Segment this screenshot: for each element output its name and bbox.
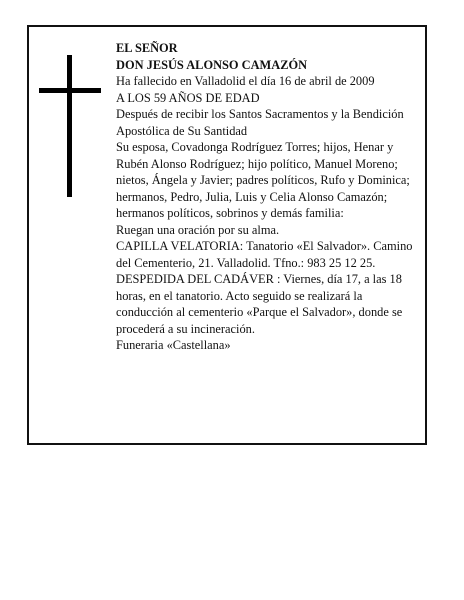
funeral-home: Funeraria «Castellana»: [116, 338, 231, 352]
obituary-title: EL SEÑOR: [116, 41, 178, 55]
family-list: Su esposa, Covadonga Rodríguez Torres; hijos, Henar y Rubén Alonso Rodríguez; hijo político, Manuel Moreno; nietos, Ángela y Javier; padres políticos, Rufo y Dominica; hermanos, Pedro, Julia, Luis y Celia Alonso Camazón; hermanos políticos, sobrinos y demás familia:: [116, 140, 410, 220]
sacraments-line: Después de recibir los Santos Sacramentos y la Bendición Apostólica de Su Santidad: [116, 107, 404, 138]
obituary-text: [116, 40, 422, 354]
cross-icon: [39, 55, 101, 197]
chapel-info: CAPILLA VELATORIA: Tanatorio «El Salvador». Camino del Cementerio, 21. Valladolid. Tfno.: 983 25 12 25.: [116, 239, 413, 270]
death-notice: Ha fallecido en Valladolid el día 16 de abril de 2009: [116, 74, 375, 88]
age-line: A LOS 59 AÑOS DE EDAD: [116, 90, 260, 105]
obituary-frame: [27, 25, 427, 445]
prayer-line: Ruegan una oración por su alma.: [116, 222, 280, 237]
farewell-info: DESPEDIDA DEL CADÁVER : Viernes, día 17, a las 18 horas, en el tanatorio. Acto seguido se realizará la conducción al cementerio «Parque el Salvador», donde se procederá a su incineración.: [116, 272, 403, 336]
deceased-name: DON JESÚS ALONSO CAMAZÓN: [116, 57, 308, 72]
